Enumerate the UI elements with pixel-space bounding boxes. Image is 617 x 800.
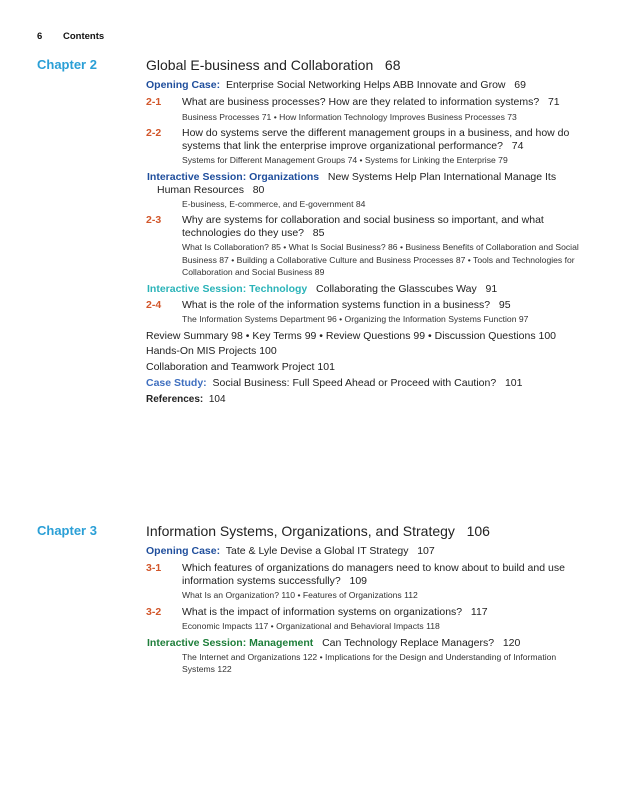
section-topics: What Is an Organization? 110 • Features of Organizations 112 <box>182 590 418 600</box>
section-2-4 <box>146 299 586 312</box>
section-question: How do systems serve the different management groups in a business, and how do systems that link the enterprise improve organizational performance? <box>182 127 570 152</box>
section-topics: Economic Impacts 117 • Organizational and Behavioral Impacts 118 <box>182 621 440 631</box>
opening-case-text: Tate & Lyle Devise a Global IT Strategy <box>225 545 409 557</box>
chapter-title-page: 68 <box>384 57 401 73</box>
references-page: 104 <box>208 393 226 405</box>
section-3-1 <box>146 562 586 587</box>
section-3-2 <box>146 606 586 619</box>
opening-case <box>146 545 586 558</box>
section-number: 2-4 <box>146 298 162 311</box>
opening-case-label: Opening Case: <box>146 79 221 91</box>
interactive-session-label: Interactive Session: Technology <box>147 282 308 295</box>
chapter-label: Chapter 3 <box>37 523 97 538</box>
page-number: 6 <box>37 31 43 42</box>
chapter-title-text: Global E-business and Collaboration <box>146 57 374 73</box>
interactive-session-technology <box>147 283 586 296</box>
section-2-3 <box>146 214 586 239</box>
section-topics: The Information Systems Department 96 • Organizing the Information Systems Function 97 <box>182 314 529 324</box>
references-label: References: <box>146 393 204 405</box>
section-topics: The Internet and Organizations 122 • Implications for the Design and Understanding of Information Systems 122 <box>182 651 557 674</box>
opening-case-label: Opening Case: <box>146 545 221 557</box>
running-head <box>37 31 104 42</box>
section-page: 74 <box>511 139 524 152</box>
interactive-session-text: Can Technology Replace Managers? <box>322 636 495 649</box>
chapter-label: Chapter 2 <box>37 57 97 72</box>
interactive-session-label: Interactive Session: Organizations <box>147 170 320 183</box>
section-topics: Systems for Different Management Groups 74 • Systems for Linking the Enterprise 79 <box>182 155 508 165</box>
section-topics: E-business, E-commerce, and E-government 84 <box>182 198 366 209</box>
hands-on-projects: Hands-On MIS Projects 100 <box>146 344 277 357</box>
references <box>146 393 586 406</box>
interactive-session-text: Collaborating the Glasscubes Way <box>316 282 477 295</box>
interactive-session-page: 120 <box>502 636 521 649</box>
chapter-title-page: 106 <box>466 523 490 539</box>
section-page: 109 <box>349 574 368 587</box>
interactive-session-page: 80 <box>252 183 265 196</box>
opening-case <box>146 79 586 92</box>
section-number: 2-2 <box>146 127 162 139</box>
section-number: 3-1 <box>146 562 162 574</box>
section-number: 2-3 <box>146 214 162 226</box>
chapter-title-text: Information Systems, Organizations, and Strategy <box>146 523 455 539</box>
section-page: 95 <box>498 298 511 311</box>
section-page: 85 <box>312 226 325 239</box>
section-number: 3-2 <box>146 605 162 618</box>
section-page: 117 <box>470 605 488 618</box>
opening-case-page: 107 <box>417 545 435 557</box>
teamwork-project: Collaboration and Teamwork Project 101 <box>146 360 335 373</box>
case-study <box>146 377 586 390</box>
interactive-session-organizations <box>147 171 586 197</box>
section-2-1 <box>146 96 586 109</box>
case-study-label: Case Study: <box>146 376 207 389</box>
section-page: 71 <box>547 96 560 108</box>
opening-case-text: Enterprise Social Networking Helps ABB Innovate and Grow <box>225 79 506 91</box>
section-2-2 <box>146 127 586 152</box>
chapter-title <box>146 57 586 73</box>
case-study-page: 101 <box>504 376 523 389</box>
section-question: What is the role of the information systems function in a business? <box>182 298 491 311</box>
section-topics: Business Processes 71 • How Information Technology Improves Business Processes 73 <box>182 111 517 122</box>
interactive-session-label: Interactive Session: Management <box>147 636 314 649</box>
interactive-session-text: New Systems Help Plan International Manage Its Human Resources <box>157 170 557 196</box>
interactive-session-page: 91 <box>485 282 498 295</box>
section-question: What are business processes? How are they related to information systems? <box>182 96 540 108</box>
interactive-session-management <box>147 637 586 650</box>
case-study-text: Social Business: Full Speed Ahead or Proceed with Caution? <box>212 376 497 389</box>
chapter-title <box>146 523 586 539</box>
section-topics: What Is Collaboration? 85 • What Is Social Business? 86 • Business Benefits of Collaboration and Social Business 87 • Building a Collaborative Culture and Business Processes 87 • Tools and Technologies for Collaboration and Social Business 89 <box>182 242 579 277</box>
section-question: What is the impact of information systems on organizations? <box>182 605 463 618</box>
section-question: Why are systems for collaboration and social business so important, and what technologies do they use? <box>182 214 544 239</box>
section-question: Which features of organizations do managers need to know about to build and use information systems successfully? <box>182 562 565 587</box>
review-summary: Review Summary 98 • Key Terms 99 • Review Questions 99 • Discussion Questions 100 <box>146 329 557 342</box>
section-number: 2-1 <box>146 96 162 108</box>
running-head-title: Contents <box>63 31 105 42</box>
opening-case-page: 69 <box>514 79 526 91</box>
